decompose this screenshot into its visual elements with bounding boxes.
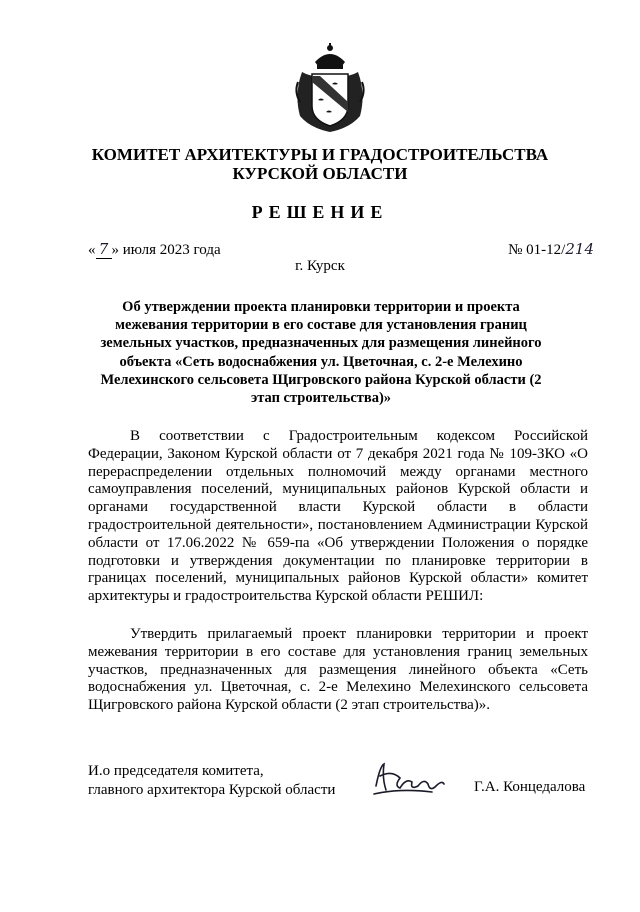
signatory-position-line2: главного архитектора Курской области — [88, 782, 336, 798]
coat-of-arms-icon — [290, 42, 370, 134]
date-day: 7 — [96, 240, 112, 259]
date-month-year: » июля 2023 года — [111, 242, 221, 258]
document-city: г. Курск — [295, 258, 345, 274]
document-number-handwritten: 214 — [565, 240, 594, 258]
handwritten-signature-icon — [370, 756, 450, 800]
document-title: Об утверждении проекта планировки территории и проекта межевания территории в его составе для установления границ земельных участков, предназначенных для размещения линейного объекта «Сеть водоснабжения ул. Цветочная, с. 2-е Мелехино Мелехинского сельсовета Щигровского района Курской области (2 этап строительства)» — [100, 299, 542, 407]
document-number — [508, 240, 594, 259]
signatory-name: Г.А. Концедалова — [474, 779, 586, 795]
date-open-quote: « — [88, 242, 96, 258]
body-paragraph-1: В соответствии с Градостроительным кодексом Российской Федерации, Законом Курской области от 7 декабря 2021 года № 109-ЗКО «О перераспределении отдельных полномочий между органами местного самоуправления поселений, муниципальных районов Курской области и органами государственной власти Курской области в области градостроительной деятельности», постановлением Администрации Курской области от 17.06.2022 № 659-па «Об утверждении Положения о порядке подготовки и утверждения документации по планировке территории в границах поселений, муниципальных районов Курской области» комитет архитектуры и градостроительства Курской области РЕШИЛ: — [88, 428, 588, 605]
document-type: РЕШЕНИЕ — [251, 202, 389, 222]
org-name-line2: КУРСКОЙ ОБЛАСТИ — [232, 164, 408, 183]
document-date — [88, 240, 221, 259]
signatory-position — [88, 762, 335, 800]
signatory-position-line1: И.о председателя комитета, — [88, 763, 264, 779]
org-name-line1: КОМИТЕТ АРХИТЕКТУРЫ И ГРАДОСТРОИТЕЛЬСТВА — [91, 145, 549, 164]
body-paragraph-2: Утвердить прилагаемый проект планировки территории и проект межевания территории в его составе для установления границ земельных участков, предназначенных для размещения линейного объекта «Сеть водоснабжения ул. Цветочная, с. 2-е Мелехино Мелехинского сельсовета Щигровского района Курской области (2 этап строительства)». — [88, 626, 588, 714]
document-number-prefix: № 01-12/ — [508, 242, 566, 258]
